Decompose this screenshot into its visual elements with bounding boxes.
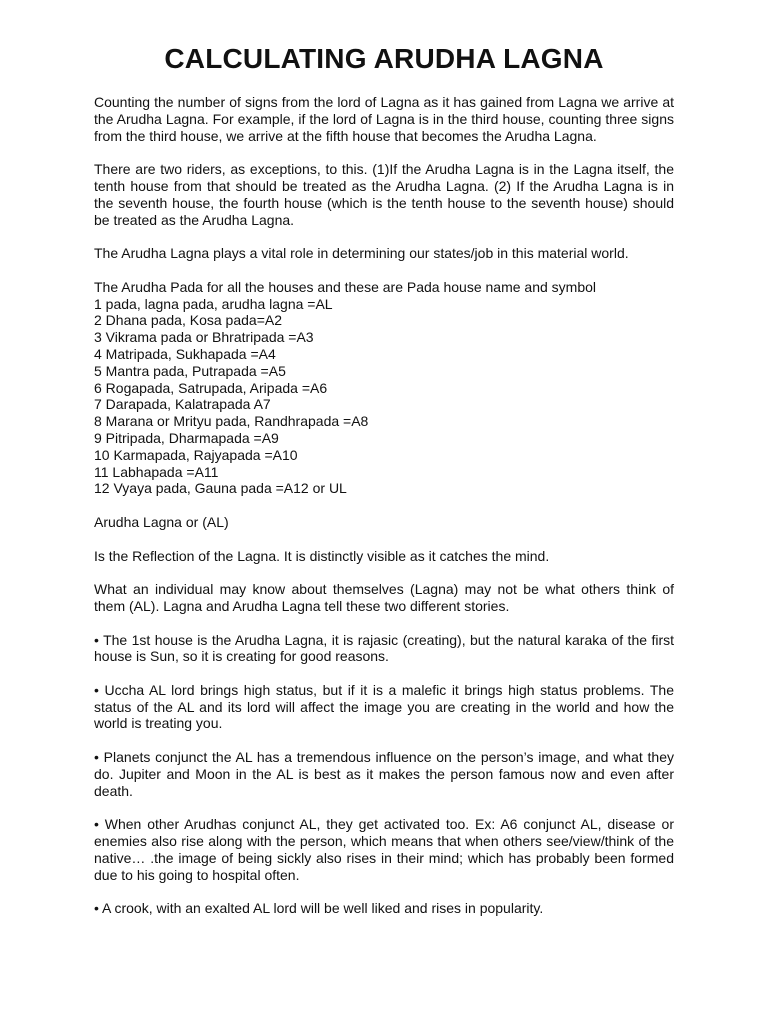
pada-list-heading: The Arudha Pada for all the houses and these are Pada house name and symbol	[94, 278, 597, 295]
list-item: 11 Labhapada =A11	[94, 463, 219, 480]
exceptions-paragraph: There are two riders, as exceptions, to this. (1)If the Arudha Lagna is in the Lagna itself, the tenth house from that should be treated as the Arudha Lagna. (2) If the Arudha Lagna is in the seventh house, the fourth house (which is the tenth house to the seventh house) should be treated as the Arudha Lagna.	[94, 161, 674, 228]
document-body	[94, 94, 674, 934]
role-paragraph: The Arudha Lagna plays a vital role in determining our states/job in this material world.	[94, 245, 629, 262]
list-item: 5 Mantra pada, Putrapada =A5	[94, 362, 286, 379]
list-item: 8 Marana or Mrityu pada, Randhrapada =A8	[94, 413, 369, 430]
list-item: 1 pada, lagna pada, arudha lagna =AL	[94, 295, 333, 312]
intro-paragraph: Counting the number of signs from the lord of Lagna as it has gained from Lagna we arrive at the Arudha Lagna. For example, if the lord of Lagna is in the third house, counting three signs from the third house, we arrive at the fifth house that becomes the Arudha Lagna.	[94, 94, 674, 144]
list-item: 10 Karmapada, Rajyapada =A10	[94, 446, 298, 463]
al-heading: Arudha Lagna or (AL)	[94, 513, 229, 530]
list-item: 4 Matripada, Sukhapada =A4	[94, 345, 276, 362]
al-stories-paragraph: What an individual may know about themselves (Lagna) may not be what others think of them (AL). Lagna and Arudha Lagna tell these two different stories.	[94, 581, 674, 614]
list-item: 9 Pitripada, Dharmapada =A9	[94, 429, 279, 446]
bullet-item: • The 1st house is the Arudha Lagna, it is rajasic (creating), but the natural karaka of the first house is Sun, so it is creating for good reasons.	[94, 631, 674, 665]
list-item: 6 Rogapada, Satrupada, Aripada =A6	[94, 379, 328, 396]
bullet-item: • When other Arudhas conjunct AL, they get activated too. Ex: A6 conjunct AL, disease or enemies also rise along with the person, which means that when others see/view/think of the native… .the image of being sickly also rises in their mind; which has probably been formed due to his going to hospital often.	[94, 816, 674, 883]
bullet-item: • A crook, with an exalted AL lord will be well liked and rises in popularity.	[94, 900, 544, 917]
list-item: 2 Dhana pada, Kosa pada=A2	[94, 312, 282, 329]
page-title: CALCULATING ARUDHA LAGNA	[164, 43, 604, 74]
bullet-item: • Uccha AL lord brings high status, but if it is a malefic it brings high status problems. The status of the AL and its lord will affect the image you are creating in the world and how the world is treating you.	[94, 681, 674, 732]
al-reflection-paragraph: Is the Reflection of the Lagna. It is distinctly visible as it catches the mind.	[94, 547, 550, 564]
bullet-item: • Planets conjunct the AL has a tremendous influence on the person’s image, and what they do. Jupiter and Moon in the AL is best as it makes the person famous now and even after death.	[94, 749, 674, 799]
list-item: 12 Vyaya pada, Gauna pada =A12 or UL	[94, 480, 347, 497]
pada-list	[94, 279, 674, 497]
list-item: 3 Vikrama pada or Bhratripada =A3	[94, 329, 314, 346]
list-item: 7 Darapada, Kalatrapada A7	[94, 396, 271, 413]
